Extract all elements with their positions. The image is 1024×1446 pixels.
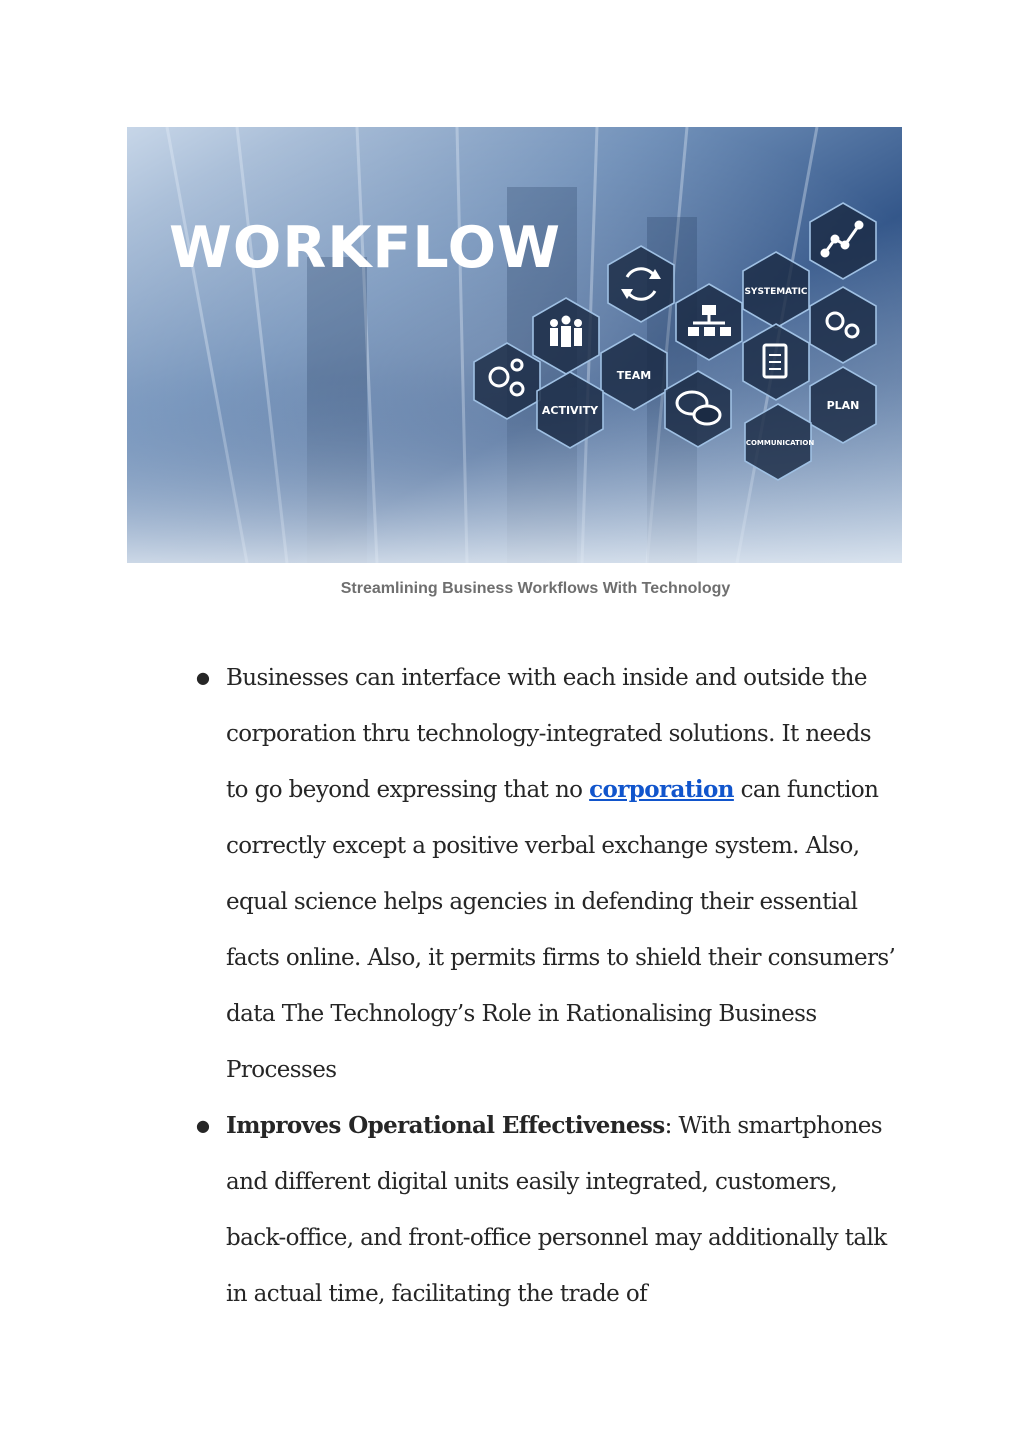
bullet-text-after-link: can function correctly except a positive verbal exchange system. Also, equal science helps agencies in defending their essential facts online. Also, it permits firms to shield their consumers’ data The Technology’s Role in Rationalising Business Processes — [226, 777, 896, 1083]
list-item — [196, 650, 896, 1098]
hex-label-communication: COMMUNICATION — [745, 439, 815, 447]
bullet-heading: Improves Operational Effectiveness — [226, 1112, 665, 1139]
people-icon — [550, 316, 582, 348]
image-caption: Streamlining Business Workflows With Technology — [340, 580, 731, 597]
hero-title: WORKFLOW — [169, 215, 561, 281]
hex-label-systematic: SYSTEMATIC — [744, 287, 808, 297]
bullet-text: : With smartphones and different digital units easily integrated, customers, back-office, and front-office personnel may additionally talk in actual time, facilitating the trade of — [226, 1113, 887, 1307]
hero-image — [127, 127, 902, 563]
hex-label-activity: ACTIVITY — [541, 404, 599, 417]
hex-label-team: TEAM — [616, 369, 652, 382]
hex-label-plan: PLAN — [826, 399, 860, 412]
corporation-link[interactable]: corporation — [589, 776, 734, 803]
list-item — [196, 1098, 896, 1322]
bullet-text-before-link: Businesses can interface with each inside and outside the corporation thru technology-integrated solutions. It needs to go beyond expressing that no — [226, 665, 871, 803]
bullet-dot: ● — [196, 1116, 210, 1135]
bullet-list — [196, 650, 896, 1322]
bullet-dot: ● — [196, 668, 210, 687]
